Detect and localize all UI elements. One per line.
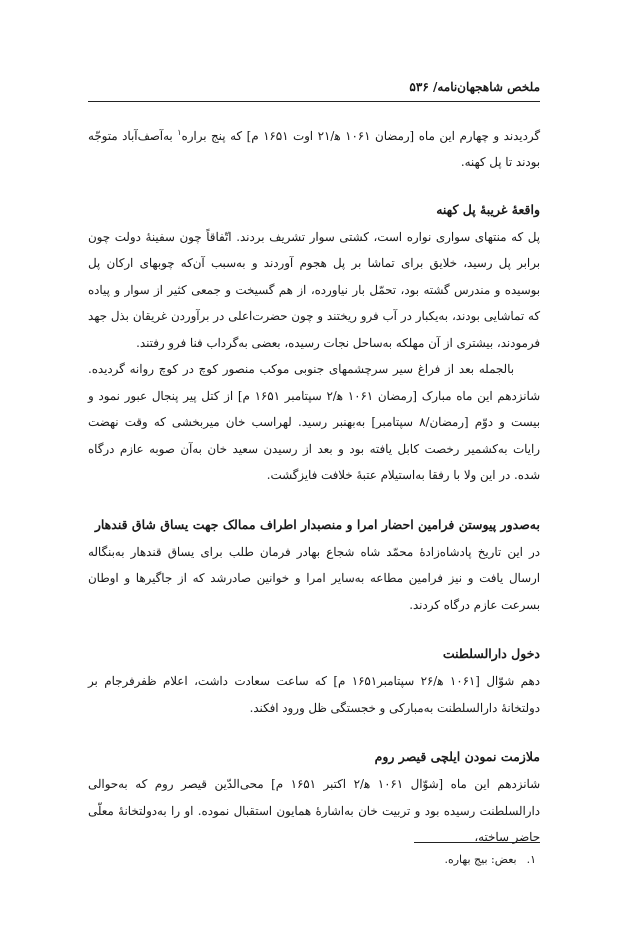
header-rule (88, 101, 540, 102)
footnote-text: بعض: بیج بهاره. (444, 853, 517, 866)
paragraph: بالجمله بعد از فراغ سیر سرچشمهای جنوبی موکب منصور کوچ در کوچ روانه گردیده. شانزدهم این ماه مبارک [رمضان ۱۰۶۱ ه‍/۲ سپتامبر ۱۶۵۱ م] از کتل پیر پنجال عبور نمود و بیست و دوّم [رمضان/۸ سپتامبر] به‌بهنبر رسید. لهراسب خان میربخشی که وقت نهضت رایات به‌کشمیر رخصت کابل یافته بود و بعد از رسیدن سعید خان به‌آن صوبه عازم درگاه شده. در این ولا با رفقا به‌استیلام عتبهٔ خلافت فایزگشت. (88, 362, 540, 483)
running-head: ملخص شاهجهان‌نامه/ ۵۳۶ (409, 80, 540, 94)
paragraph: پل که منتهای سواری نواره است، کشتی سوار تشریف بردند. اتّفاقاً چون سفینهٔ دولت چون برابر پل رسید، خلایق برای تماشا بر پل هجوم آوردند و به‌سبب آن‌که چوبهای ارکان پل بوسیده و مندرس گشته بود، تحمّل بار نیاورده، از هم گسیخت و جمعی کثیر از سوار و پیاده که تماشایی بودند، به‌یکبار در آب فرو ریختند و چون حضرت‌اعلی در برآوردن غریقان بذل جهد فرمودند، بیشتری از آن مهلکه به‌ساحل نجات رسیده، بعضی به‌گرداب فنا فرو رفتند. (88, 229, 540, 350)
footnote-marker[interactable]: ۱ (177, 128, 182, 137)
paragraph: در این تاریخ پادشاه‌زادهٔ محمّد شاه شجاع بهادر فرمان طلب برای یساق قندهار به‌بنگاله ارسال یافت و نیز فرامین مطاعه به‌سایر امرا و خوانین صادرشد که از جاگیرها و اوطان بسرعت عازم درگاه کردند. (88, 544, 540, 612)
footnote-rule (414, 842, 540, 843)
footnote (96, 852, 536, 868)
body-text (88, 120, 540, 851)
section-heading: ملازمت نمودن ایلچی قیصر روم (374, 749, 540, 765)
paragraph-text: گردیدند و چهارم این ماه [رمضان ۱۰۶۱ ه‍/۲۱ اوت ۱۶۵۱ م] که پنج براره (181, 128, 540, 143)
footnote-number: ۱. (526, 853, 536, 866)
section-heading: به‌صدور پیوستن فرامین احضار امرا و منصبدار اطراف ممالک جهت یساق شاق قندهار (94, 516, 540, 532)
section-heading: دخول دارالسلطنت (442, 646, 540, 662)
section-heading: واقعهٔ غریبهٔ پل کهنه (436, 201, 540, 217)
paragraph: دهم شوّال [۱۰۶۱ ه‍/۲۶ سپتامبر۱۶۵۱ م] که ساعت سعادت داشت، اعلام ظفرفرجام بر دولتخانهٔ دارالسلطنت به‌مبارکی و خجستگی ظل ورود افکند. (88, 674, 540, 715)
paragraph-text-continued: به‌آصف‌آباد متوجّه بودند تا پل کهنه. (88, 128, 540, 170)
paragraph (88, 120, 540, 176)
paragraph: شانزدهم این ماه [شوّال ۱۰۶۱ ه‍/۲ اکتبر ۱۶۵۱ م] محی‌الدّین قیصر روم که به‌حوالی دارالسلطنت رسیده بود و تربیت خان به‌اشارهٔ همایون استقبال نموده. او را به‌دولتخانهٔ معلّی حاضر ساخته، (88, 777, 540, 845)
